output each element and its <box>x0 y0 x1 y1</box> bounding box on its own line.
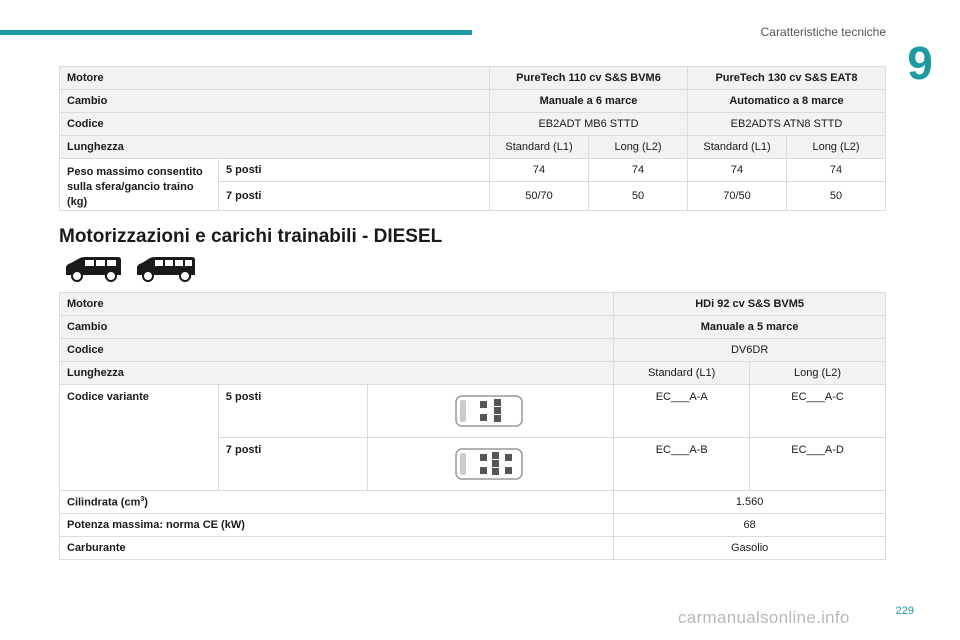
row-label: Potenza massima: norma CE (kW) <box>60 514 614 537</box>
page-number: 229 <box>895 605 914 617</box>
cell: DV6DR <box>614 339 886 362</box>
table-row <box>60 316 886 339</box>
cell: 50 <box>787 182 886 211</box>
cell: 74 <box>688 159 787 182</box>
sub-label: 5 posti <box>218 385 367 438</box>
cilindrata-close: ) <box>144 496 148 509</box>
row-label: Motore <box>60 67 490 90</box>
row-label: Codice variante <box>60 385 219 491</box>
table-row <box>60 339 886 362</box>
cell: Standard (L1) <box>614 362 750 385</box>
cell: EB2ADT MB6 STTD <box>490 113 688 136</box>
cell: PureTech 110 cv S&S BVM6 <box>490 67 688 90</box>
cell: Long (L2) <box>787 136 886 159</box>
table-row <box>60 362 886 385</box>
row-label: Motore <box>60 293 614 316</box>
cell: Manuale a 6 marce <box>490 90 688 113</box>
car-l2-icon <box>136 255 196 283</box>
seat-layout-5-icon <box>454 393 526 429</box>
cilindrata-label: Cilindrata (cm <box>67 496 141 509</box>
row-label: Codice <box>60 113 490 136</box>
table-row <box>60 67 886 90</box>
cell: PureTech 130 cv S&S EAT8 <box>688 67 886 90</box>
table-row <box>60 293 886 316</box>
cell: Long (L2) <box>589 136 688 159</box>
seat-layout-7-icon <box>454 446 526 482</box>
chapter-number: 9 <box>907 37 933 89</box>
cell: EC___A-D <box>750 438 886 491</box>
table-row <box>60 491 886 514</box>
cell: Automatico a 8 marce <box>688 90 886 113</box>
table-row <box>60 537 886 560</box>
row-label: Lunghezza <box>60 362 614 385</box>
cell: EC___A-C <box>750 385 886 438</box>
row-label: Peso massimo consentito sulla sfera/gancio traino (kg) <box>60 159 219 211</box>
vehicle-icons <box>64 255 196 283</box>
car-l1-icon <box>64 255 124 283</box>
accent-bar <box>0 30 472 35</box>
row-label: Codice <box>60 339 614 362</box>
sub-label: 5 posti <box>219 159 490 182</box>
cell: 74 <box>589 159 688 182</box>
cell: Standard (L1) <box>688 136 787 159</box>
cell: 1.560 <box>614 491 886 514</box>
cell: Manuale a 5 marce <box>614 316 886 339</box>
seat-layout-5 <box>367 385 614 438</box>
cell: Standard (L1) <box>490 136 589 159</box>
watermark: carmanualsonline.info <box>678 608 850 627</box>
cell: 74 <box>787 159 886 182</box>
sub-label: 7 posti <box>218 438 367 491</box>
cell: HDi 92 cv S&S BVM5 <box>614 293 886 316</box>
table-row <box>60 385 886 438</box>
diesel-heading: Motorizzazioni e carichi trainabili - DIESEL <box>59 226 443 247</box>
cilindrata-sup: 3 <box>140 495 145 503</box>
cell: 70/50 <box>688 182 787 211</box>
cell: 50 <box>589 182 688 211</box>
row-label: Carburante <box>60 537 614 560</box>
cell: 68 <box>614 514 886 537</box>
cell: Long (L2) <box>750 362 886 385</box>
table-row <box>60 159 886 182</box>
cell: EC___A-B <box>614 438 750 491</box>
petrol-specs-table <box>59 66 886 211</box>
table-row <box>60 136 886 159</box>
cell: Gasolio <box>614 537 886 560</box>
row-label <box>60 491 614 514</box>
row-label: Cambio <box>60 316 614 339</box>
table-row <box>60 90 886 113</box>
row-label: Cambio <box>60 90 490 113</box>
cell: EC___A-A <box>614 385 750 438</box>
row-label: Lunghezza <box>60 136 490 159</box>
table-row <box>60 113 886 136</box>
sub-label: 7 posti <box>219 182 490 211</box>
cell: EB2ADTS ATN8 STTD <box>688 113 886 136</box>
seat-layout-7 <box>367 438 614 491</box>
section-title: Caratteristiche tecniche <box>760 25 886 39</box>
diesel-specs-table <box>59 292 886 560</box>
cell: 50/70 <box>490 182 589 211</box>
cell: 74 <box>490 159 589 182</box>
table-row <box>60 514 886 537</box>
